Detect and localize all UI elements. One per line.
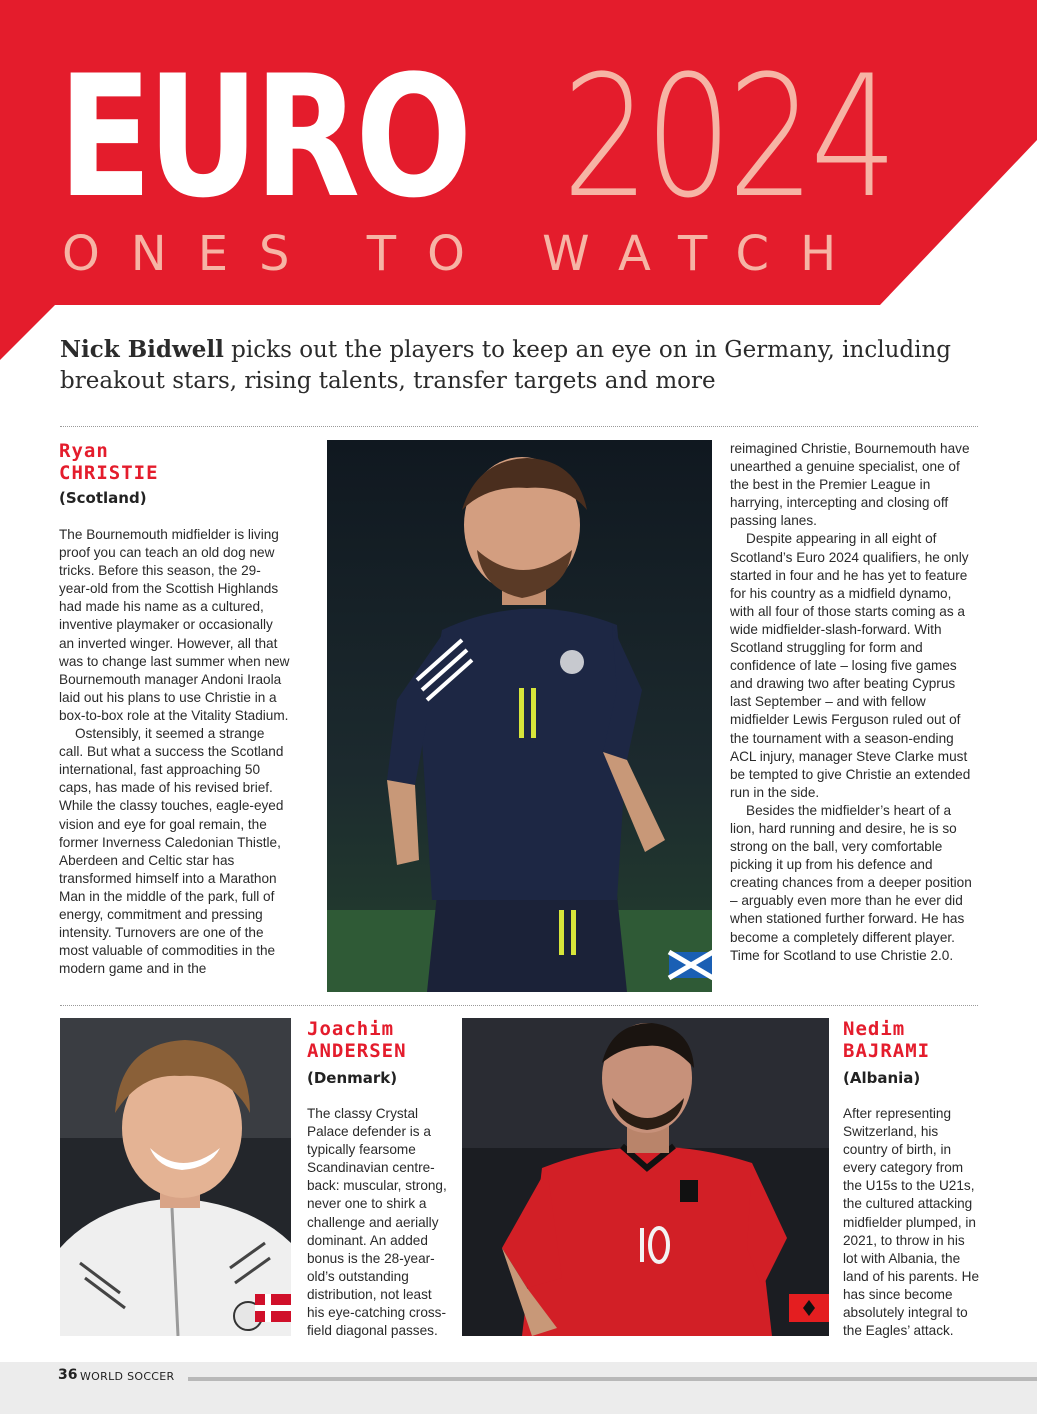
christie-column-right — [730, 440, 976, 965]
intro-text: picks out the players to keep an eye on in Germany, including breakout stars, rising talents, transfer targets and more — [60, 337, 952, 394]
paragraph: The Bournemouth midfielder is living proof you can teach an old dog new tricks. Before this season, the 29-year-old from the Scottish Highlands had made his name as a cultured, inventive playmaker or occasionally an inverted winger. However, all that was to change last summer when new Bournemouth manager Andoni Iraola laid out his plans to use Christie in a box-to-box role at the Vitality Stadium. — [59, 527, 290, 723]
intro-standfirst — [60, 334, 960, 397]
paragraph: reimagined Christie, Bournemouth have unearthed a genuine specialist, one of the best in the Premier League in harrying, intercepting and closing off passing lanes. — [730, 441, 970, 529]
player-country: (Denmark) — [307, 1069, 398, 1087]
player-last-name: ANDERSEN — [307, 1040, 407, 1062]
player-last-name: BAJRAMI — [843, 1040, 931, 1062]
christie-body-left — [59, 526, 291, 978]
paragraph: The classy Crystal Palace defender is a typically fearsome Scandinavian centre-back: muscular, strong, never one to shirk a challenge and aerially dominant. An added bonus is the 28-year-old’s outstanding distribution, not least his eye-catching cross-field diagonal passes. — [307, 1106, 447, 1339]
bajrami-text — [843, 1018, 983, 1340]
magazine-name: WORLD SOCCER — [80, 1370, 175, 1383]
andersen-photo — [60, 1018, 291, 1336]
paragraph: After representing Switzerland, his country of birth, in every category from the U15s to the U21s, the cultured attacking midfielder plumped, in 2021, to throw in his lot with Albania, the land of his parents. He has since become absolutely integral to the Eagles’ attack. — [843, 1106, 980, 1339]
footer-rule — [188, 1377, 1037, 1381]
paragraph: Ostensibly, it seemed a strange call. But what a success the Scotland international, fast approaching 50 caps, has made of his revised brief. While the classy touches, eagle-eyed vision and eye for goal remain, the former Inverness Caledonian Thistle, Aberdeen and Celtic star has transformed himself into a Marathon Man in the middle of the park, full of energy, commitment and pressing intensity. Turnovers are one of the most valuable of commodities in the modern game and in the — [59, 726, 284, 977]
player-first-name: Joachim — [307, 1018, 395, 1040]
title-year: 2024 — [562, 39, 893, 235]
bajrami-photo — [462, 1018, 829, 1336]
page-footer — [0, 1362, 1037, 1414]
player-country: (Albania) — [843, 1069, 921, 1087]
player-last-name: CHRISTIE — [59, 462, 159, 484]
title-subtitle: ONES TO WATCH — [62, 226, 868, 282]
player-country: (Scotland) — [59, 489, 147, 507]
intro-author: Nick Bidwell — [60, 336, 224, 363]
denmark-flag-icon — [255, 1294, 291, 1322]
andersen-body — [307, 1105, 447, 1340]
albania-flag-icon — [789, 1294, 829, 1322]
bajrami-body — [843, 1105, 981, 1340]
scotland-flag-icon — [669, 952, 712, 978]
paragraph: Despite appearing in all eight of Scotland’s Euro 2024 qualifiers, he only started in four and he has yet to feature for his country as a midfield dynamo, with all four of those starts coming as a wide midfielder-slash-forward. With Scotland struggling for form and confidence of late – losing five games and drawing two after beating Cyprus last September – and with fellow midfielder Lewis Ferguson ruled out of the tournament with a season-ending ACL injury, manager Steve Clarke must be tempted to give Christie an extended run in the side. — [730, 531, 971, 800]
player-first-name: Nedim — [843, 1018, 906, 1040]
divider-bottom — [60, 1005, 978, 1006]
page-number: 36 — [58, 1367, 78, 1383]
andersen-text — [307, 1018, 457, 1340]
divider-top — [60, 426, 978, 427]
paragraph: Besides the midfielder’s heart of a lion, hard running and desire, he is so strong on the ball, very comfortable picking it up from his defence and creating chances from a deeper position – arguably even more than he ever did when stationed further forward. He has become a completely different player. Time for Scotland to use Christie 2.0. — [730, 802, 972, 963]
christie-photo — [327, 440, 712, 992]
christie-body-right — [730, 440, 976, 965]
christie-column-left — [59, 440, 291, 978]
header-banner — [0, 0, 1037, 360]
player-first-name: Ryan — [59, 440, 109, 462]
title-euro: EURO — [58, 39, 468, 235]
